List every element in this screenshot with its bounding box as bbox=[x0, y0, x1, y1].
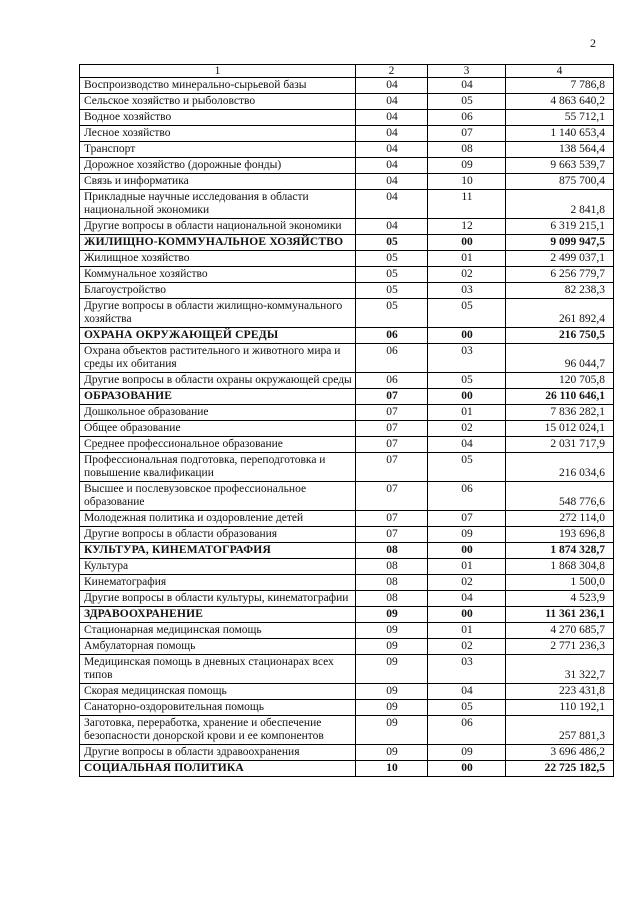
table-row bbox=[80, 251, 614, 267]
row-section-code: 07 bbox=[356, 527, 428, 543]
row-section-code: 08 bbox=[356, 543, 428, 559]
row-name: СОЦИАЛЬНАЯ ПОЛИТИКА bbox=[80, 761, 356, 777]
row-subsection-code: 03 bbox=[428, 283, 506, 299]
page-number: 2 bbox=[590, 36, 596, 50]
row-subsection-code: 02 bbox=[428, 421, 506, 437]
row-name: Среднее профессиональное образование bbox=[80, 437, 356, 453]
row-amount: 4 523,9 bbox=[506, 591, 614, 607]
table-row bbox=[80, 453, 614, 482]
row-name: Другие вопросы в области образования bbox=[80, 527, 356, 543]
row-subsection-code: 07 bbox=[428, 126, 506, 142]
row-section-code: 08 bbox=[356, 591, 428, 607]
row-amount: 4 863 640,2 bbox=[506, 94, 614, 110]
row-section-code: 09 bbox=[356, 716, 428, 745]
row-amount: 272 114,0 bbox=[506, 511, 614, 527]
row-amount: 4 270 685,7 bbox=[506, 623, 614, 639]
row-section-code: 04 bbox=[356, 190, 428, 219]
row-amount: 257 881,3 bbox=[506, 716, 614, 745]
row-amount: 9 099 947,5 bbox=[506, 235, 614, 251]
row-subsection-code: 06 bbox=[428, 716, 506, 745]
row-name: Связь и информатика bbox=[80, 174, 356, 190]
row-name: Общее образование bbox=[80, 421, 356, 437]
row-subsection-code: 09 bbox=[428, 527, 506, 543]
row-amount: 22 725 182,5 bbox=[506, 761, 614, 777]
row-section-code: 04 bbox=[356, 94, 428, 110]
row-amount: 15 012 024,1 bbox=[506, 421, 614, 437]
row-amount: 96 044,7 bbox=[506, 344, 614, 373]
section-row bbox=[80, 328, 614, 344]
row-section-code: 08 bbox=[356, 559, 428, 575]
table-row bbox=[80, 158, 614, 174]
row-subsection-code: 02 bbox=[428, 267, 506, 283]
row-subsection-code: 11 bbox=[428, 190, 506, 219]
row-section-code: 09 bbox=[356, 607, 428, 623]
row-subsection-code: 00 bbox=[428, 389, 506, 405]
table-row bbox=[80, 511, 614, 527]
row-name: Другие вопросы в области национальной экономики bbox=[80, 219, 356, 235]
row-subsection-code: 01 bbox=[428, 251, 506, 267]
table-row bbox=[80, 299, 614, 328]
row-amount: 7 786,8 bbox=[506, 78, 614, 94]
row-section-code: 04 bbox=[356, 142, 428, 158]
table-row bbox=[80, 591, 614, 607]
table-row bbox=[80, 716, 614, 745]
table-row bbox=[80, 482, 614, 511]
row-subsection-code: 05 bbox=[428, 453, 506, 482]
row-subsection-code: 00 bbox=[428, 543, 506, 559]
row-section-code: 08 bbox=[356, 575, 428, 591]
table-row bbox=[80, 405, 614, 421]
table-row bbox=[80, 174, 614, 190]
row-subsection-code: 04 bbox=[428, 684, 506, 700]
table-row bbox=[80, 421, 614, 437]
row-subsection-code: 05 bbox=[428, 700, 506, 716]
section-row bbox=[80, 607, 614, 623]
row-section-code: 09 bbox=[356, 684, 428, 700]
row-name: ОХРАНА ОКРУЖАЮЩЕЙ СРЕДЫ bbox=[80, 328, 356, 344]
row-subsection-code: 01 bbox=[428, 623, 506, 639]
row-section-code: 04 bbox=[356, 219, 428, 235]
row-amount: 6 319 215,1 bbox=[506, 219, 614, 235]
row-subsection-code: 04 bbox=[428, 437, 506, 453]
row-name: ЗДРАВООХРАНЕНИЕ bbox=[80, 607, 356, 623]
row-subsection-code: 01 bbox=[428, 559, 506, 575]
row-section-code: 07 bbox=[356, 482, 428, 511]
row-amount: 1 500,0 bbox=[506, 575, 614, 591]
row-name: Дошкольное образование bbox=[80, 405, 356, 421]
row-section-code: 10 bbox=[356, 761, 428, 777]
table-row bbox=[80, 142, 614, 158]
row-amount: 110 192,1 bbox=[506, 700, 614, 716]
row-subsection-code: 05 bbox=[428, 373, 506, 389]
row-name: Заготовка, переработка, хранение и обеспечение безопасности донорской крови и ее компонентов bbox=[80, 716, 356, 745]
row-name: Охрана объектов растительного и животного мира и среды их обитания bbox=[80, 344, 356, 373]
row-amount: 1 874 328,7 bbox=[506, 543, 614, 559]
row-amount: 261 892,4 bbox=[506, 299, 614, 328]
row-amount: 2 499 037,1 bbox=[506, 251, 614, 267]
row-subsection-code: 00 bbox=[428, 235, 506, 251]
row-amount: 548 776,6 bbox=[506, 482, 614, 511]
row-subsection-code: 06 bbox=[428, 110, 506, 126]
row-amount: 9 663 539,7 bbox=[506, 158, 614, 174]
table-row bbox=[80, 575, 614, 591]
row-subsection-code: 06 bbox=[428, 482, 506, 511]
budget-table bbox=[79, 64, 614, 777]
table-row bbox=[80, 437, 614, 453]
table-row bbox=[80, 94, 614, 110]
table-row bbox=[80, 623, 614, 639]
row-name: Жилищное хозяйство bbox=[80, 251, 356, 267]
row-section-code: 04 bbox=[356, 110, 428, 126]
row-amount: 1 868 304,8 bbox=[506, 559, 614, 575]
table-header-row bbox=[80, 65, 614, 78]
table-row bbox=[80, 684, 614, 700]
row-subsection-code: 04 bbox=[428, 591, 506, 607]
row-subsection-code: 01 bbox=[428, 405, 506, 421]
row-name: Другие вопросы в области здравоохранения bbox=[80, 745, 356, 761]
row-name: Другие вопросы в области охраны окружающей среды bbox=[80, 373, 356, 389]
row-subsection-code: 12 bbox=[428, 219, 506, 235]
header-col-1: 1 bbox=[80, 65, 356, 78]
row-section-code: 07 bbox=[356, 389, 428, 405]
row-section-code: 05 bbox=[356, 251, 428, 267]
section-row bbox=[80, 543, 614, 559]
row-section-code: 05 bbox=[356, 235, 428, 251]
row-subsection-code: 10 bbox=[428, 174, 506, 190]
row-amount: 138 564,4 bbox=[506, 142, 614, 158]
row-subsection-code: 05 bbox=[428, 299, 506, 328]
row-section-code: 06 bbox=[356, 373, 428, 389]
row-name: Санаторно-оздоровительная помощь bbox=[80, 700, 356, 716]
table-row bbox=[80, 700, 614, 716]
table-row bbox=[80, 219, 614, 235]
row-name: Водное хозяйство bbox=[80, 110, 356, 126]
row-section-code: 04 bbox=[356, 78, 428, 94]
table-row bbox=[80, 559, 614, 575]
row-section-code: 09 bbox=[356, 623, 428, 639]
table-row bbox=[80, 267, 614, 283]
row-section-code: 09 bbox=[356, 655, 428, 684]
header-col-3: 3 bbox=[428, 65, 506, 78]
table-row bbox=[80, 373, 614, 389]
row-name: Молодежная политика и оздоровление детей bbox=[80, 511, 356, 527]
header-col-2: 2 bbox=[356, 65, 428, 78]
table-row bbox=[80, 110, 614, 126]
row-name: Скорая медицинская помощь bbox=[80, 684, 356, 700]
row-section-code: 05 bbox=[356, 299, 428, 328]
row-name: Профессиональная подготовка, переподготовка и повышение квалификации bbox=[80, 453, 356, 482]
row-amount: 7 836 282,1 bbox=[506, 405, 614, 421]
table-row bbox=[80, 639, 614, 655]
row-name: Медицинская помощь в дневных стационарах всех типов bbox=[80, 655, 356, 684]
row-subsection-code: 02 bbox=[428, 575, 506, 591]
section-row bbox=[80, 761, 614, 777]
section-row bbox=[80, 389, 614, 405]
row-name: Дорожное хозяйство (дорожные фонды) bbox=[80, 158, 356, 174]
row-section-code: 09 bbox=[356, 700, 428, 716]
row-section-code: 09 bbox=[356, 745, 428, 761]
row-amount: 26 110 646,1 bbox=[506, 389, 614, 405]
table-row bbox=[80, 745, 614, 761]
row-section-code: 07 bbox=[356, 421, 428, 437]
table-row bbox=[80, 527, 614, 543]
row-section-code: 04 bbox=[356, 126, 428, 142]
row-name: Благоустройство bbox=[80, 283, 356, 299]
row-amount: 3 696 486,2 bbox=[506, 745, 614, 761]
budget-table-body bbox=[80, 65, 614, 777]
row-amount: 82 238,3 bbox=[506, 283, 614, 299]
row-section-code: 06 bbox=[356, 344, 428, 373]
row-amount: 2 771 236,3 bbox=[506, 639, 614, 655]
row-amount: 875 700,4 bbox=[506, 174, 614, 190]
table-row bbox=[80, 126, 614, 142]
row-name: Прикладные научные исследования в области национальной экономики bbox=[80, 190, 356, 219]
row-section-code: 05 bbox=[356, 267, 428, 283]
row-amount: 216 034,6 bbox=[506, 453, 614, 482]
row-name: ЖИЛИЩНО-КОММУНАЛЬНОЕ ХОЗЯЙСТВО bbox=[80, 235, 356, 251]
row-section-code: 05 bbox=[356, 283, 428, 299]
row-name: Амбулаторная помощь bbox=[80, 639, 356, 655]
row-name: Транспорт bbox=[80, 142, 356, 158]
row-name: Воспроизводство минерально-сырьевой базы bbox=[80, 78, 356, 94]
row-amount: 120 705,8 bbox=[506, 373, 614, 389]
table-row bbox=[80, 344, 614, 373]
row-amount: 223 431,8 bbox=[506, 684, 614, 700]
row-subsection-code: 09 bbox=[428, 158, 506, 174]
row-amount: 6 256 779,7 bbox=[506, 267, 614, 283]
row-name: КУЛЬТУРА, КИНЕМАТОГРАФИЯ bbox=[80, 543, 356, 559]
row-section-code: 09 bbox=[356, 639, 428, 655]
row-subsection-code: 05 bbox=[428, 94, 506, 110]
row-name: Сельское хозяйство и рыболовство bbox=[80, 94, 356, 110]
header-col-4: 4 bbox=[506, 65, 614, 78]
row-subsection-code: 07 bbox=[428, 511, 506, 527]
row-section-code: 07 bbox=[356, 437, 428, 453]
row-subsection-code: 08 bbox=[428, 142, 506, 158]
row-subsection-code: 09 bbox=[428, 745, 506, 761]
row-amount: 31 322,7 bbox=[506, 655, 614, 684]
table-row bbox=[80, 190, 614, 219]
row-section-code: 04 bbox=[356, 174, 428, 190]
row-name: Высшее и послевузовское профессиональное образование bbox=[80, 482, 356, 511]
row-amount: 11 361 236,1 bbox=[506, 607, 614, 623]
row-subsection-code: 03 bbox=[428, 344, 506, 373]
row-name: Другие вопросы в области культуры, кинематографии bbox=[80, 591, 356, 607]
row-subsection-code: 00 bbox=[428, 761, 506, 777]
row-section-code: 07 bbox=[356, 405, 428, 421]
row-amount: 2 031 717,9 bbox=[506, 437, 614, 453]
row-subsection-code: 02 bbox=[428, 639, 506, 655]
row-section-code: 07 bbox=[356, 511, 428, 527]
table-row bbox=[80, 283, 614, 299]
row-amount: 55 712,1 bbox=[506, 110, 614, 126]
table-row bbox=[80, 78, 614, 94]
row-section-code: 07 bbox=[356, 453, 428, 482]
row-amount: 193 696,8 bbox=[506, 527, 614, 543]
row-section-code: 06 bbox=[356, 328, 428, 344]
row-name: ОБРАЗОВАНИЕ bbox=[80, 389, 356, 405]
row-name: Коммунальное хозяйство bbox=[80, 267, 356, 283]
row-name: Стационарная медицинская помощь bbox=[80, 623, 356, 639]
row-subsection-code: 03 bbox=[428, 655, 506, 684]
row-name: Культура bbox=[80, 559, 356, 575]
row-name: Кинематография bbox=[80, 575, 356, 591]
row-subsection-code: 04 bbox=[428, 78, 506, 94]
row-subsection-code: 00 bbox=[428, 328, 506, 344]
row-name: Другие вопросы в области жилищно-коммунального хозяйства bbox=[80, 299, 356, 328]
row-amount: 216 750,5 bbox=[506, 328, 614, 344]
row-amount: 2 841,8 bbox=[506, 190, 614, 219]
row-subsection-code: 00 bbox=[428, 607, 506, 623]
section-row bbox=[80, 235, 614, 251]
row-amount: 1 140 653,4 bbox=[506, 126, 614, 142]
row-section-code: 04 bbox=[356, 158, 428, 174]
row-name: Лесное хозяйство bbox=[80, 126, 356, 142]
table-row bbox=[80, 655, 614, 684]
